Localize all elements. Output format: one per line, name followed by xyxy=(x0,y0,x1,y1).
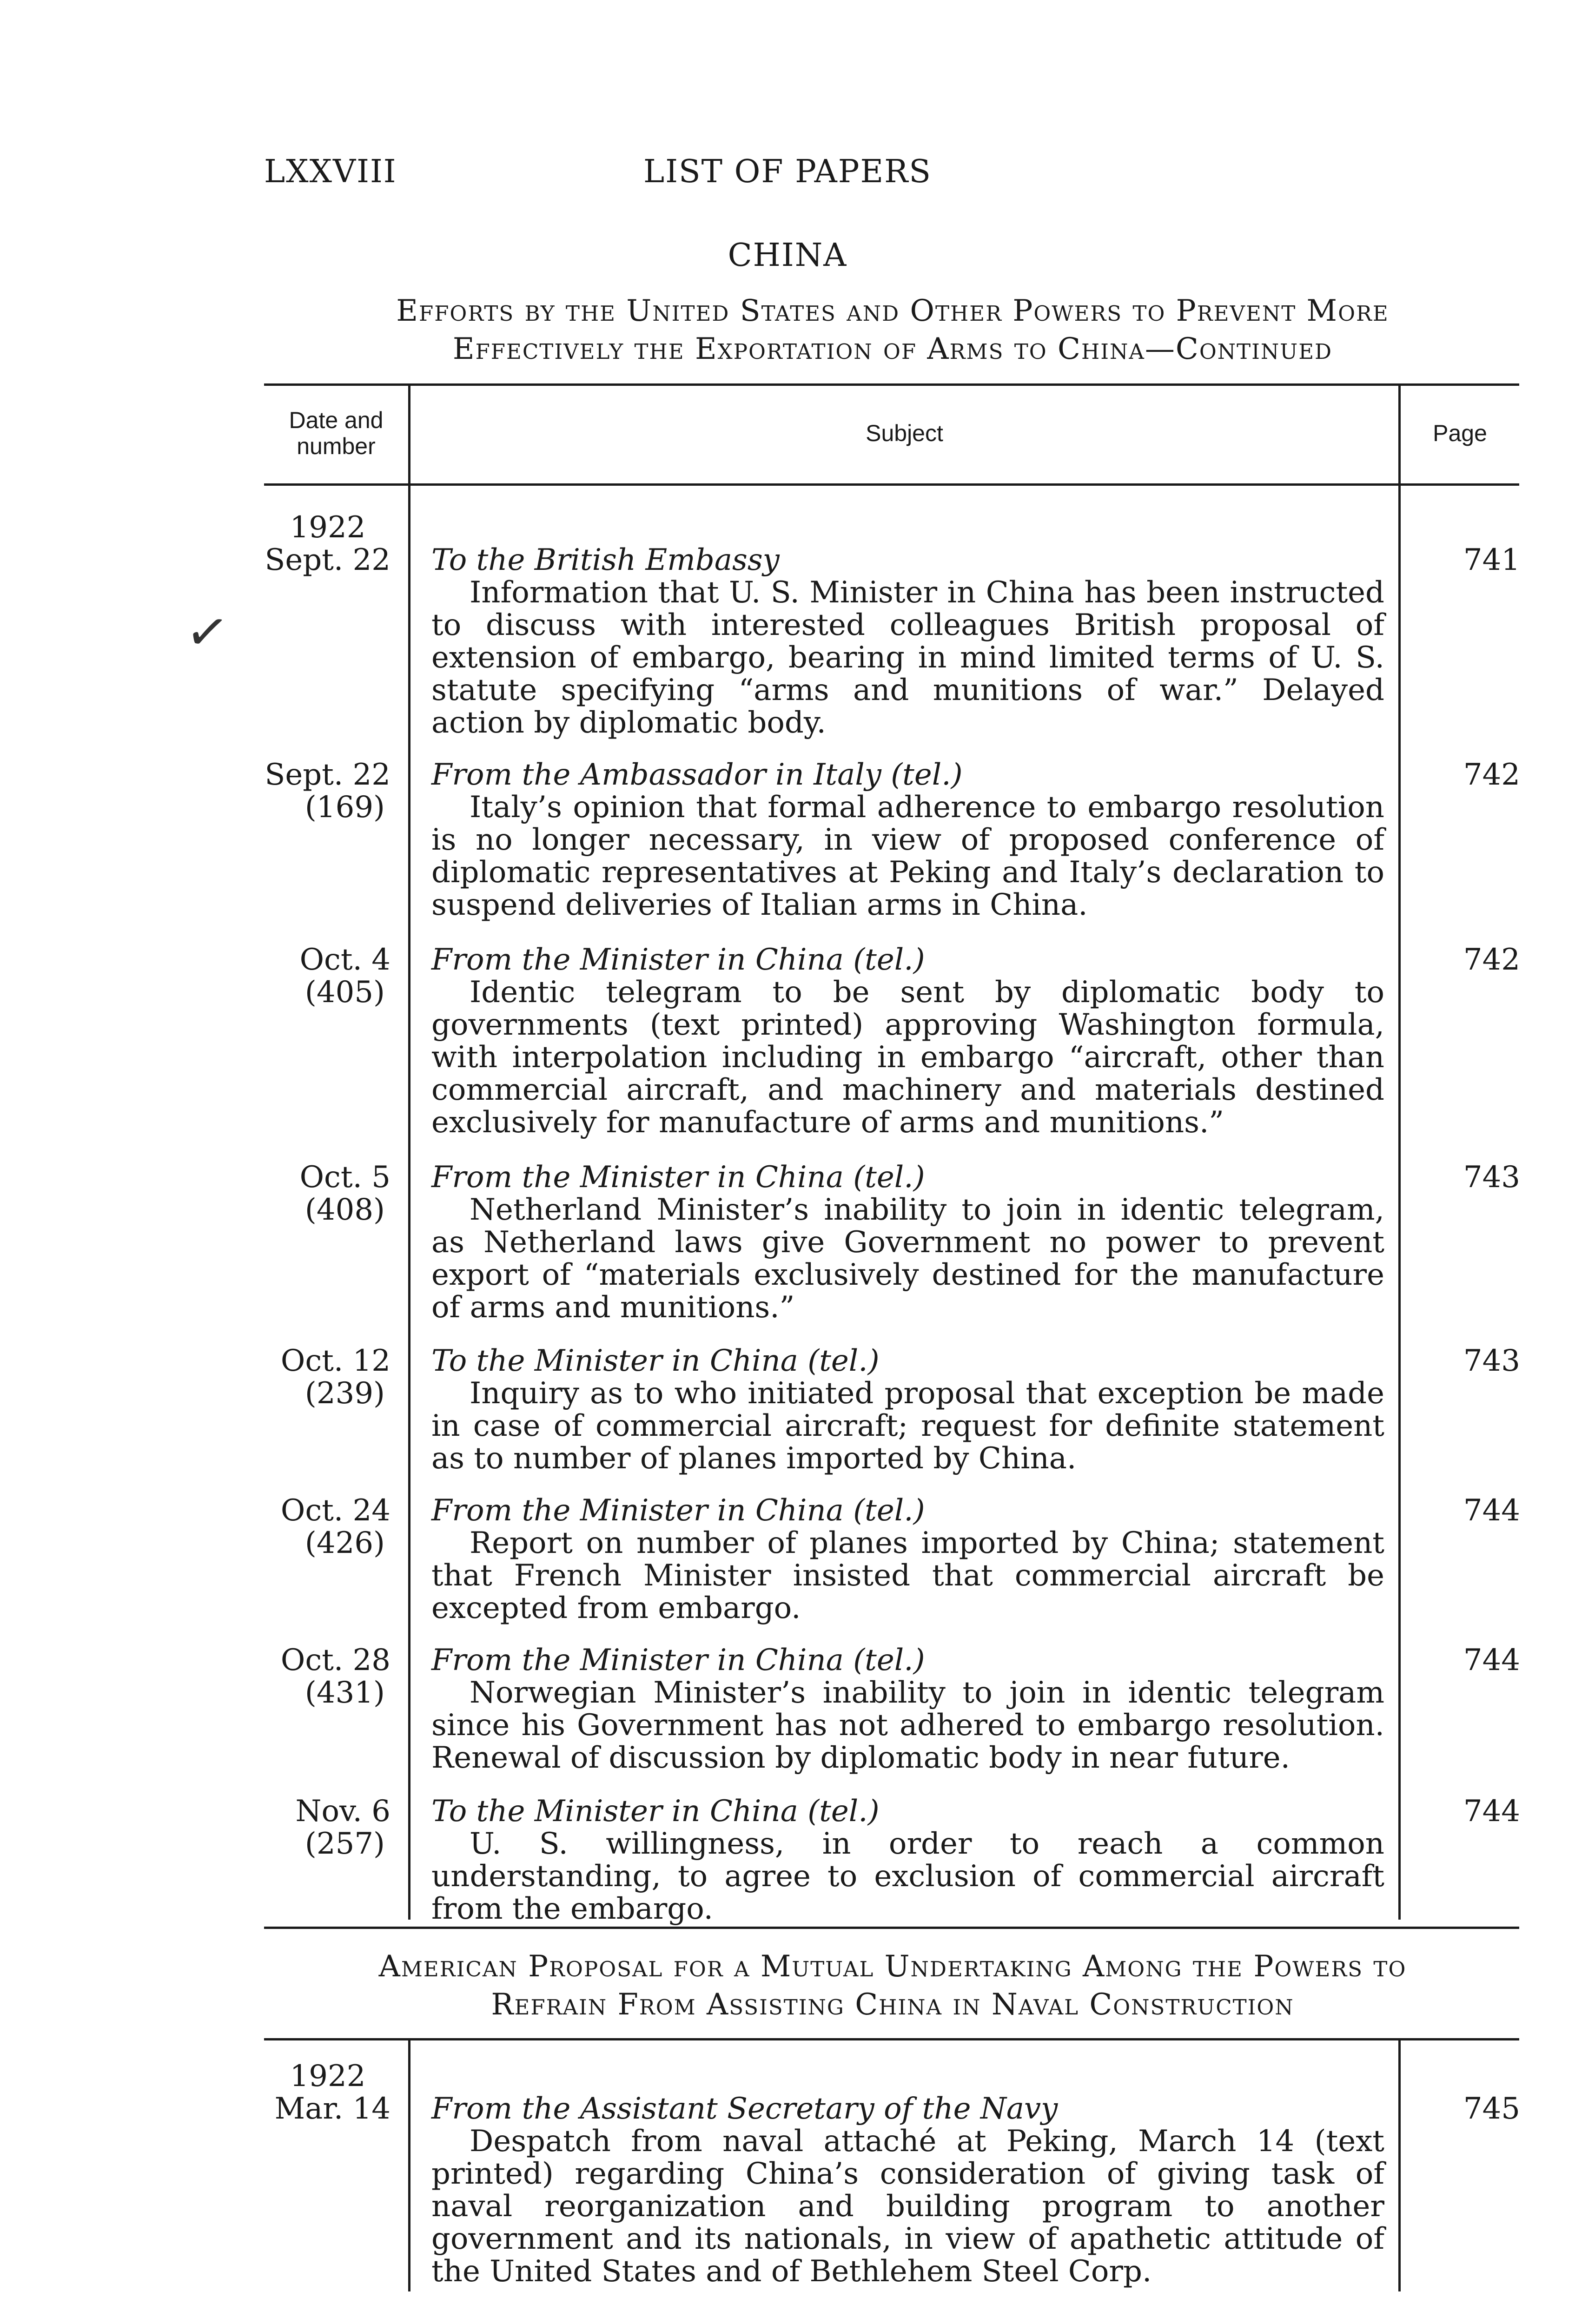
entry-correspondent: To the Minister in China (tel.) xyxy=(431,1344,880,1378)
entry-subject xyxy=(431,544,1384,739)
entry-correspondent: From the Minister in China (tel.) xyxy=(431,1643,925,1677)
entry-correspondent: From the Minister in China (tel.) xyxy=(431,1493,925,1528)
entry-date: Mar. 14 xyxy=(274,2092,390,2126)
entry-description: Netherland Minister’s inability to join in identic telegram, as Netherland laws give Government no power to prevent export of “materials exclusively destined for the manufacture of arms and munitions.” xyxy=(431,1193,1384,1325)
entry-description: Identic telegram to be sent by diplomatic body to governments (text printed) approving Washington formula, with interpolation including in embargo “aircraft, other than commercial aircraft, and machinery and materials destined exclusively for manufacture of arms and munitions.” xyxy=(431,975,1384,1140)
entry-date: Oct. 24 xyxy=(280,1493,390,1528)
table-1-header-rule xyxy=(264,483,1519,486)
entry-correspondent: To the Minister in China (tel.) xyxy=(431,1794,880,1829)
entry-number: (405) xyxy=(304,975,385,1010)
entry-page: 742 xyxy=(1463,758,1520,792)
entry-subject xyxy=(431,1494,1384,1624)
entry-page: 741 xyxy=(1463,543,1520,577)
entry-date: Oct. 12 xyxy=(280,1344,390,1378)
entry-description: Report on number of planes imported by China; statement that French Minister insisted that commercial aircraft be excepted from embargo. xyxy=(431,1526,1384,1625)
entry-number: (408) xyxy=(304,1193,385,1227)
column-head-subject: Subject xyxy=(866,420,943,446)
entry-subject xyxy=(431,2093,1384,2288)
entry-page: 743 xyxy=(1463,1160,1520,1195)
entry-date: Oct. 5 xyxy=(299,1160,390,1195)
entry-subject xyxy=(431,944,1384,1139)
entry-subject xyxy=(431,1161,1384,1324)
table-1-right-divider xyxy=(1398,383,1401,1920)
entry-number: (239) xyxy=(304,1376,385,1411)
entry-correspondent: From the Ambassador in Italy (tel.) xyxy=(431,758,963,792)
section-1-title-line-2: Effectively the Exportation of Arms to China—Continued xyxy=(452,332,1333,366)
running-title: LIST OF PAPERS xyxy=(643,153,932,190)
entry-date: Nov. 6 xyxy=(295,1794,390,1829)
entry-correspondent: To the British Embassy xyxy=(431,543,780,577)
entry-correspondent: From the Assistant Secretary of the Navy xyxy=(431,2092,1058,2126)
column-head-page: Page xyxy=(1433,420,1487,446)
entry-year: 1922 xyxy=(290,2059,366,2093)
entry-description: Norwegian Minister’s inability to join in identic telegram since his Government has not adhered to embargo resolution. Renewal of discussion by diplomatic body in near future. xyxy=(431,1676,1384,1775)
entry-page: 742 xyxy=(1463,943,1520,977)
entry-description: Inquiry as to who initiated proposal that exception be made in case of commercial aircraft; request for definite statement as to number of planes imported by China. xyxy=(431,1376,1384,1476)
entry-subject xyxy=(431,1345,1384,1475)
table-2-left-divider xyxy=(408,2038,410,2291)
section-2-title-line-2: Refrain From Assisting China in Naval Construction xyxy=(491,1987,1294,2022)
entry-subject xyxy=(431,1644,1384,1774)
entry-page: 744 xyxy=(1463,1794,1520,1829)
entry-year: 1922 xyxy=(290,510,366,545)
margin-check-mark: ✓ xyxy=(182,600,233,665)
section-1-title-line-1: Efforts by the United States and Other Powers to Prevent More xyxy=(396,294,1389,328)
folio: LXXVIII xyxy=(264,153,397,190)
entry-description: Italy’s opinion that formal adherence to embargo resolution is no longer necessary, in view of proposed conference of diplomatic representatives at Peking and Italy’s declaration to suspend deliveries of Italian arms in China. xyxy=(431,790,1384,922)
entry-date: Oct. 4 xyxy=(299,943,390,977)
table-2-top-rule xyxy=(264,2038,1519,2040)
entry-number: (169) xyxy=(304,790,385,825)
entry-date: Sept. 22 xyxy=(265,758,390,792)
entry-subject xyxy=(431,759,1384,921)
entry-page: 745 xyxy=(1463,2092,1520,2126)
entry-date: Oct. 28 xyxy=(280,1643,390,1677)
entry-page: 744 xyxy=(1463,1643,1520,1677)
section-2-title-line-1: American Proposal for a Mutual Undertaking Among the Powers to xyxy=(378,1949,1407,1984)
entry-page: 744 xyxy=(1463,1493,1520,1528)
entry-correspondent: From the Minister in China (tel.) xyxy=(431,1160,925,1195)
table-1-bottom-rule xyxy=(264,1927,1519,1929)
entry-page: 743 xyxy=(1463,1344,1520,1378)
column-head-date: Date and number xyxy=(289,407,384,459)
country-heading: CHINA xyxy=(728,237,847,274)
entry-description: Information that U. S. Minister in China has been instructed to discuss with interested colleagues British proposal of extension of embargo, bearing in mind limited terms of U. S. statute specifying “arms and munitions of war.” Delayed action by diplomatic body. xyxy=(431,575,1384,740)
entry-number: (431) xyxy=(304,1676,385,1710)
table-1-top-rule xyxy=(264,383,1519,386)
entry-number: (426) xyxy=(304,1526,385,1560)
entry-description: Despatch from naval attaché at Peking, March 14 (text printed) regarding China’s consideration of giving task of naval reorganization and building program to another government and its nationals, in view of apathetic attitude of the United States and of Bethlehem Steel Corp. xyxy=(431,2124,1384,2289)
table-1-left-divider xyxy=(408,383,410,1920)
section-2-title xyxy=(260,1948,1525,2024)
entry-number: (257) xyxy=(304,1827,385,1861)
entry-correspondent: From the Minister in China (tel.) xyxy=(431,943,925,977)
table-2-right-divider xyxy=(1398,2038,1401,2291)
entry-description: U. S. willingness, in order to reach a common understanding, to agree to exclusion of commercial aircraft from the embargo. xyxy=(431,1827,1384,1926)
entry-date: Sept. 22 xyxy=(265,543,390,577)
section-1-title xyxy=(260,292,1525,368)
entry-subject xyxy=(431,1795,1384,1925)
